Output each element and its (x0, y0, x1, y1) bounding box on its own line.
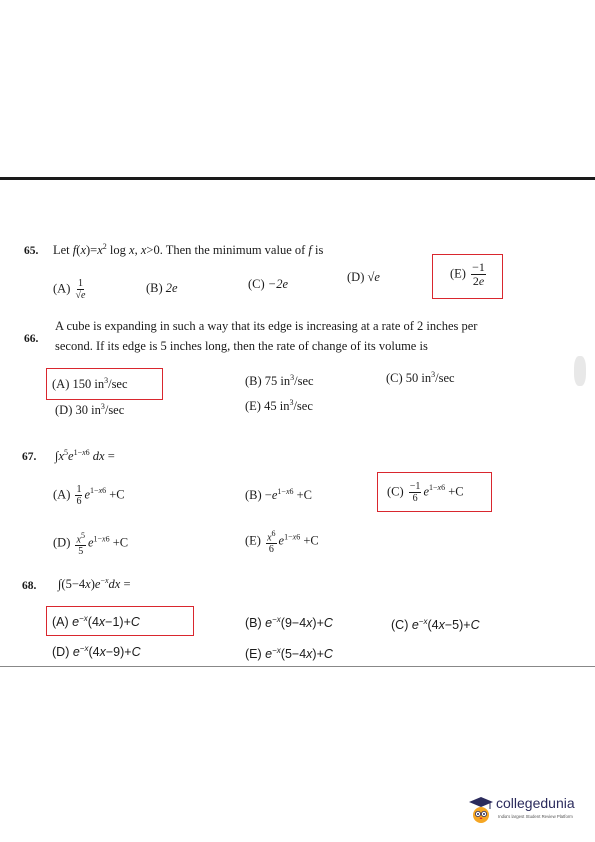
q66-option-d[interactable]: (D) 30 $in^3/\sec$ (55, 402, 125, 418)
graduation-owl-icon (468, 795, 494, 825)
q68-answer-highlight (46, 606, 194, 636)
question-65-stem: Let $f(x)=x^2$ log x, x>0. Then the minimum value of f is (53, 242, 324, 258)
page-top-rule (0, 177, 595, 180)
question-65-number: 65. (24, 245, 39, 257)
q65-option-e[interactable]: (E) $\frac{-1}{2e}$ (450, 260, 485, 288)
q66-option-a[interactable]: (A) 150 $in^3/\sec$ (52, 376, 128, 392)
q67-answer-highlight (377, 472, 492, 512)
question-68-number: 68. (22, 580, 37, 592)
brand-name: collegedunia (496, 795, 575, 811)
q67-option-e[interactable]: (E) $\frac{x^6}{6}$ $e^{1-x6} +C$ (245, 529, 319, 556)
q67-option-a[interactable]: (A) $\frac{1}{6}$ $e^{1-x6} +C$ (53, 484, 125, 507)
scan-smudge (574, 356, 586, 386)
question-67-stem: $\int x^5e^{1-x6}$ dx = (55, 448, 115, 464)
page-bottom-rule (0, 666, 595, 667)
question-68-stem: $\int(5-4x)e^{-x}dx$ = (58, 576, 131, 592)
q65-option-b[interactable]: (B) 2e (146, 281, 178, 295)
q68-option-d[interactable]: (D) $e^{-x}(4x-9)+C$ (52, 644, 141, 660)
question-67-number: 67. (22, 451, 37, 463)
q66-option-e[interactable]: (E) 45 $in^3/\sec$ (245, 398, 313, 414)
q68-option-e[interactable]: (E) $e^{-x}(5-4x)+C$ (245, 646, 333, 662)
q65-option-a[interactable]: (A) $\frac{1}{√e}$ (53, 278, 86, 301)
q67-option-c[interactable]: (C) $\frac{-1}{6}$ $e^{1-x6} +C$ (387, 481, 464, 504)
q68-option-a[interactable]: (A) $e^{-x}(4x-1)+C$ (52, 614, 140, 630)
q65-option-d[interactable]: (D) √e (347, 270, 380, 284)
q66-option-b[interactable]: (B) 75 $in^3/\sec$ (245, 373, 314, 389)
q65-option-c[interactable]: (C) −2e (248, 277, 289, 291)
brand-tagline: India's largest Student Review Platform (498, 814, 573, 819)
q66-answer-highlight (46, 368, 163, 400)
q67-option-d[interactable]: (D) $\frac{x^5}{5}$ $e^{1-x6} +C$ (53, 531, 129, 558)
question-66-stem-line2: second. If its edge is 5 inches long, then the rate of change of its volume is (55, 339, 428, 353)
q67-option-b[interactable]: $(B) -e^{1-x6} +C$ (245, 487, 313, 503)
q66-option-c[interactable]: (C) 50 $in^3/\sec$ (386, 370, 455, 386)
question-66-number: 66. (24, 333, 39, 345)
brand-logo[interactable] (468, 793, 590, 829)
q65-answer-highlight (432, 254, 503, 299)
q68-option-b[interactable]: (B) $e^{-x}(9-4x)+C$ (245, 615, 333, 631)
q68-option-c[interactable]: (C) $e^{-x}(4x-5)+C$ (391, 617, 480, 633)
question-66-stem-line1: A cube is expanding in such a way that its edge is increasing at a rate of 2 inches per (55, 319, 478, 333)
